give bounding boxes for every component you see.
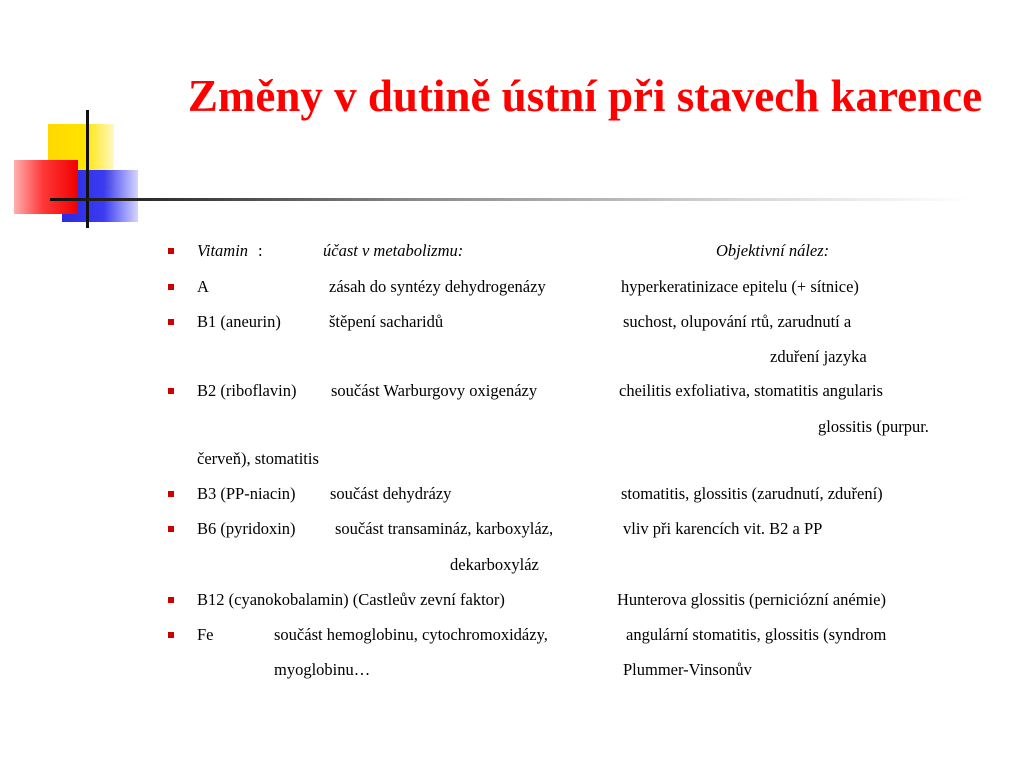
bullet-icon	[168, 526, 174, 532]
list-item	[0, 518, 1024, 540]
vitamin-name: B3 (PP-niacin)	[197, 484, 296, 503]
list-item	[0, 589, 1024, 611]
vitamin-name: B6 (pyridoxin)	[197, 519, 296, 538]
metabolism-role: dekarboxyláz	[450, 555, 539, 574]
bullet-icon	[168, 491, 174, 497]
bullet-icon	[168, 319, 174, 325]
oral-finding: angulární stomatitis, glossitis (syndrom	[626, 625, 887, 644]
oral-finding: glossitis (purpur.	[818, 417, 929, 436]
oral-finding: Hunterova glossitis (perniciózní anémie)	[617, 590, 886, 609]
bullet-icon	[168, 248, 174, 254]
list-item	[0, 624, 1024, 646]
bullet-icon	[168, 597, 174, 603]
vitamin-name: B12 (cyanokobalamin) (Castleův zevní faktor)	[197, 590, 505, 609]
list-item	[0, 276, 1024, 298]
metabolism-role: součást transamináz, karboxyláz,	[335, 519, 554, 538]
vitamin-name: B2 (riboflavin)	[197, 381, 297, 400]
oral-finding: cheilitis exfoliativa, stomatitis angularis	[619, 381, 883, 400]
oral-finding: hyperkeratinizace epitelu (+ sítnice)	[621, 277, 859, 296]
header-finding: Objektivní nález:	[716, 241, 830, 260]
header-metabolism: účast v metabolizmu:	[323, 241, 464, 260]
metabolism-role: štěpení sacharidů	[329, 312, 444, 331]
oral-finding: Plummer-Vinsonův	[623, 660, 752, 679]
vitamin-name: A	[197, 277, 209, 296]
list-item-continuation	[0, 659, 1024, 681]
list-item-continuation	[0, 554, 1024, 576]
vitamin-name: B1 (aneurin)	[197, 312, 281, 331]
oral-finding: červeň), stomatitis	[197, 449, 319, 468]
list-item	[0, 483, 1024, 505]
list-item-continuation	[0, 416, 1024, 438]
metabolism-role: součást hemoglobinu, cytochromoxidázy,	[274, 625, 548, 644]
slide-title: Změny v dutině ústní při stavech karence	[187, 71, 983, 121]
vitamin-name: Fe	[197, 625, 214, 644]
oral-finding: zduření jazyka	[770, 347, 867, 366]
header-colon: :	[258, 241, 263, 260]
metabolism-role: součást Warburgovy oxigenázy	[331, 381, 538, 400]
metabolism-role: zásah do syntézy dehydrogenázy	[329, 277, 546, 296]
list-item	[0, 240, 1024, 262]
bullet-icon	[168, 388, 174, 394]
bullet-icon	[168, 632, 174, 638]
oral-finding: vliv při karencích vit. B2 a PP	[623, 519, 823, 538]
list-item-continuation	[0, 448, 1024, 470]
oral-finding: stomatitis, glossitis (zarudnutí, zduření)	[621, 484, 883, 503]
list-item-continuation	[0, 346, 1024, 368]
bullet-icon	[168, 284, 174, 290]
oral-finding: suchost, olupování rtů, zarudnutí a	[623, 312, 852, 331]
metabolism-role: součást dehydrázy	[330, 484, 452, 503]
metabolism-role: myoglobinu…	[274, 660, 371, 679]
header-vitamin: Vitamin	[197, 241, 249, 260]
list-item	[0, 311, 1024, 333]
list-item	[0, 380, 1024, 402]
